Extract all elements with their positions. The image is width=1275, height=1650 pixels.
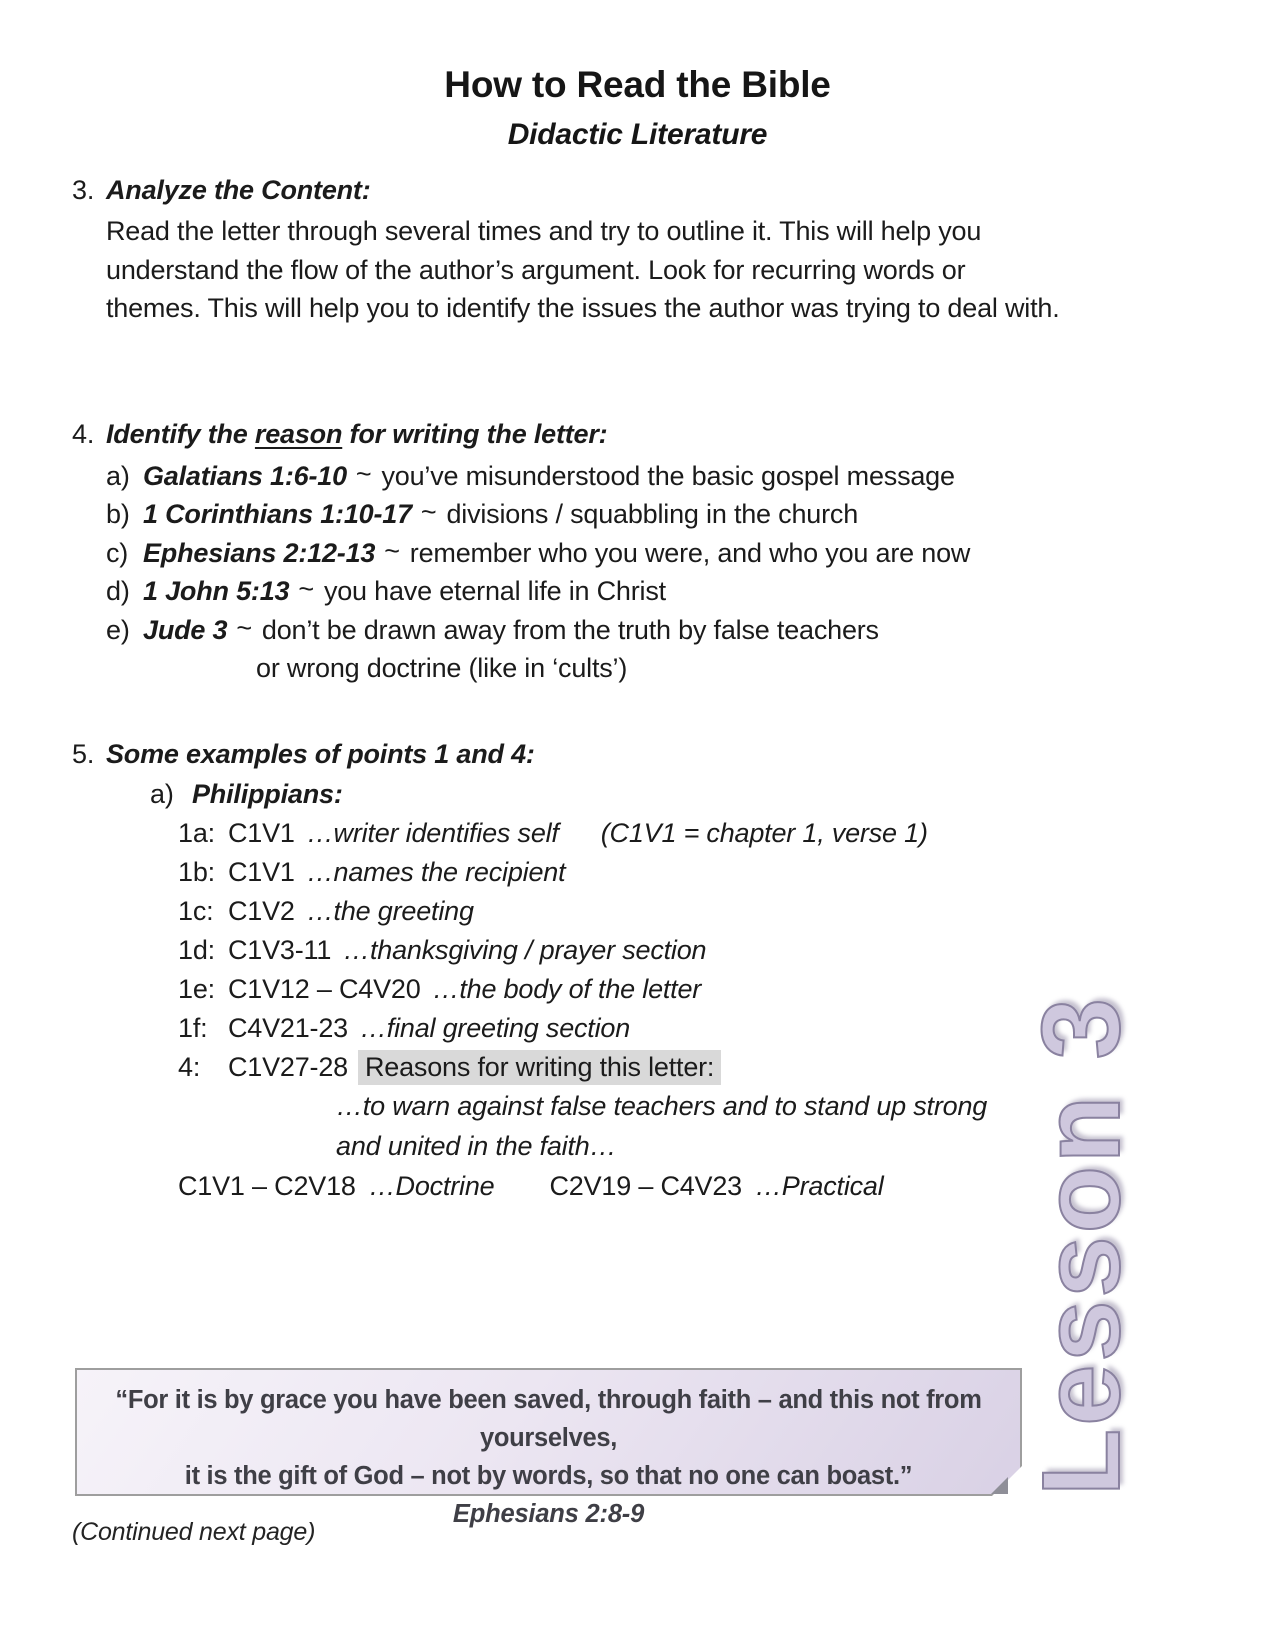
item-description: remember who you were, and who you are now bbox=[409, 537, 971, 568]
page-title: How to Read the Bible bbox=[444, 64, 831, 105]
continued-note: (Continued next page) bbox=[72, 1518, 316, 1546]
scripture-reference: Jude 3 bbox=[143, 614, 228, 645]
summary-range: C1V1 – C2V18 bbox=[178, 1171, 356, 1202]
section-4-title-underlined: reason bbox=[254, 418, 343, 449]
outline-item bbox=[178, 1009, 1125, 1048]
list-item-label: a) bbox=[106, 460, 130, 491]
reason-detail-line: and united in the faith… bbox=[336, 1130, 617, 1161]
list-item bbox=[106, 572, 1125, 611]
outline-key: 1d: bbox=[178, 935, 215, 966]
outline-note: …names the recipient bbox=[306, 857, 566, 888]
outline-key: 1a: bbox=[178, 818, 215, 849]
outline-item bbox=[178, 853, 1125, 892]
outline-reference: C4V21-23 bbox=[228, 1013, 348, 1044]
tilde-separator: ~ bbox=[298, 574, 314, 605]
sub-item-title: Philippians: bbox=[192, 779, 343, 810]
section-5-title: Some examples of points 1 and 4: bbox=[106, 739, 535, 770]
paragraph-line: themes. This will help you to identify the issues the author was trying to deal with. bbox=[106, 293, 1060, 323]
paragraph-line: Read the letter through several times and try to outline it. This will help you bbox=[106, 216, 982, 246]
tilde-separator: ~ bbox=[236, 612, 252, 643]
page-subtitle: Didactic Literature bbox=[507, 118, 768, 151]
outline-key: 1c: bbox=[178, 896, 214, 927]
section-3 bbox=[72, 170, 1125, 328]
summary-note: …Practical bbox=[755, 1171, 884, 1202]
outline-note: …writer identifies self bbox=[306, 818, 559, 849]
outline-note: …final greeting section bbox=[359, 1013, 631, 1044]
section-4-number: 4. bbox=[72, 418, 95, 449]
section-4 bbox=[72, 414, 1125, 689]
quote-line: “For it is by grace you have been saved, through faith – and this not from yourselves, bbox=[115, 1386, 982, 1452]
section-3-paragraph bbox=[106, 212, 1116, 328]
section-3-heading bbox=[72, 170, 1125, 210]
tilde-separator: ~ bbox=[355, 458, 372, 489]
item-description: you’ve misunderstood the basic gospel message bbox=[381, 460, 955, 491]
outline-reference: C1V1 bbox=[228, 818, 295, 849]
outline-key: 1b: bbox=[178, 857, 215, 888]
outline-item bbox=[178, 892, 1125, 931]
item-description: you have eternal life in Christ bbox=[323, 576, 666, 607]
outline-item bbox=[178, 814, 1125, 853]
list-item-label: d) bbox=[106, 576, 130, 607]
section-4-items bbox=[106, 457, 1125, 689]
outline-reference: C1V2 bbox=[228, 896, 295, 927]
summary-range: C2V19 – C4V23 bbox=[549, 1171, 742, 1202]
outline-key: 1f: bbox=[178, 1013, 208, 1044]
outline-item-reasons bbox=[178, 1048, 1125, 1087]
section-4-title bbox=[106, 414, 607, 454]
outline-item bbox=[178, 970, 1125, 1009]
list-item bbox=[106, 457, 1125, 496]
reason-detail bbox=[336, 1087, 1125, 1166]
lesson-watermark: Lesson 3 bbox=[1020, 995, 1143, 1496]
outline-reference: C1V1 bbox=[228, 857, 295, 888]
outline-key: 1e: bbox=[178, 974, 215, 1005]
outline-reference: C1V27-28 bbox=[228, 1052, 348, 1083]
list-item-label: e) bbox=[106, 614, 130, 645]
philippians-subheading bbox=[150, 774, 1125, 814]
scripture-reference: 1 John 5:13 bbox=[143, 576, 290, 607]
list-item bbox=[106, 534, 1125, 573]
scripture-reference: Galatians 1:6-10 bbox=[143, 460, 347, 491]
summary-note: …Doctrine bbox=[368, 1171, 495, 1202]
sub-item-label: a) bbox=[150, 779, 174, 810]
scripture-reference: 1 Corinthians 1:10-17 bbox=[143, 499, 412, 530]
quote-attribution: Ephesians 2:8-9 bbox=[452, 1500, 645, 1528]
outline-item bbox=[178, 931, 1125, 970]
doctrine-practical-summary bbox=[178, 1167, 1125, 1206]
section-3-title: Analyze the Content: bbox=[106, 175, 371, 205]
tilde-separator: ~ bbox=[420, 497, 437, 528]
item-description-continuation: or wrong doctrine (like in ‘cults’) bbox=[256, 653, 628, 684]
list-item bbox=[106, 611, 1125, 650]
outline-note: …the greeting bbox=[306, 896, 474, 927]
scripture-quote-box bbox=[75, 1368, 1022, 1528]
philippians-outline bbox=[178, 814, 1125, 1166]
outline-note: …the body of the letter bbox=[432, 974, 702, 1005]
outline-note: …thanksgiving / prayer section bbox=[343, 935, 707, 966]
tilde-separator: ~ bbox=[384, 535, 400, 566]
section-4-title-post: for writing the letter: bbox=[342, 418, 608, 449]
outline-reference: C1V3-11 bbox=[228, 935, 332, 966]
scripture-reference: Ephesians 2:12-13 bbox=[143, 537, 376, 568]
list-item bbox=[106, 495, 1125, 534]
section-4-title-pre: Identify the bbox=[106, 418, 255, 449]
outline-aside: (C1V1 = chapter 1, verse 1) bbox=[600, 818, 928, 849]
outline-key: 4: bbox=[178, 1052, 201, 1083]
section-3-number: 3. bbox=[72, 175, 95, 205]
outline-reference: C1V12 – C4V20 bbox=[228, 974, 421, 1005]
highlighted-reasons-label: Reasons for writing this letter: bbox=[358, 1050, 721, 1085]
section-4-heading bbox=[72, 414, 1125, 454]
paragraph-line: understand the flow of the author’s argument. Look for recurring words or bbox=[106, 254, 966, 285]
section-5 bbox=[72, 734, 1125, 1206]
document-header bbox=[0, 0, 1275, 154]
section-5-number: 5. bbox=[72, 739, 95, 770]
reason-detail-line: …to warn against false teachers and to stand up strong bbox=[336, 1091, 988, 1122]
list-item-label: b) bbox=[106, 499, 130, 530]
section-5-heading bbox=[72, 734, 1125, 774]
quote-line: it is the gift of God – not by words, so that no one can boast.” bbox=[184, 1462, 913, 1490]
list-item-label: c) bbox=[106, 537, 129, 568]
item-description: divisions / squabbling in the church bbox=[446, 499, 859, 530]
item-description: don’t be drawn away from the truth by false teachers bbox=[261, 614, 879, 645]
